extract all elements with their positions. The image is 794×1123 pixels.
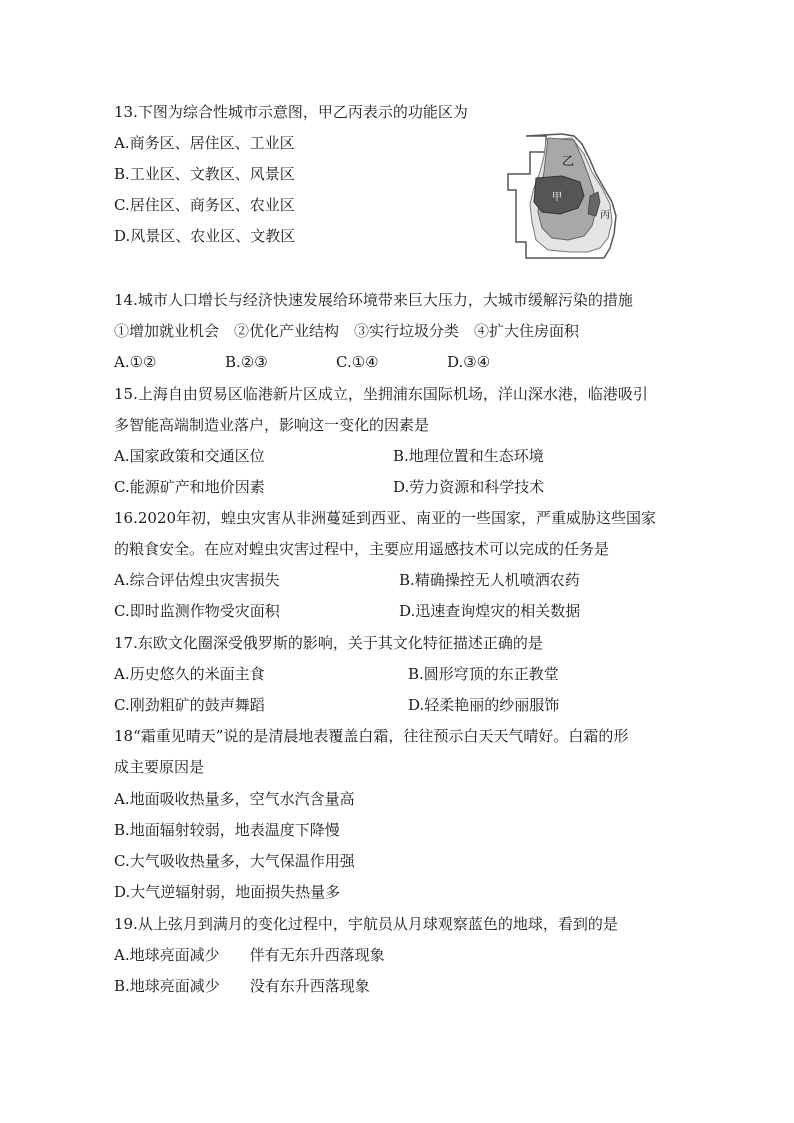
q18-option-d: D.大气逆辐射弱，地面损失热量多 bbox=[114, 883, 341, 901]
label-bing: 丙 bbox=[600, 210, 610, 221]
q16-option-d: D.迅速查询煌灾的相关数据 bbox=[399, 602, 581, 620]
q13-option-d: D.风景区、农业区、文教区 bbox=[114, 227, 296, 245]
q15-option-b: B.地理位置和生态环境 bbox=[393, 447, 544, 465]
city-functional-zone-map bbox=[500, 130, 620, 262]
q13-option-c: C.居住区、商务区、农业区 bbox=[114, 196, 295, 214]
q19-stem: 19.从上弦月到满月的变化过程中，宇航员从月球观察蓝色的地球，看到的是 bbox=[114, 915, 618, 933]
q16-option-a: A.综合评估煌虫灾害损失 bbox=[114, 571, 280, 589]
q18-stem-line2: 成主要原因是 bbox=[114, 758, 205, 776]
q16-stem-line2: 的粮食安全。在应对蝗虫灾害过程中，主要应用遥感技术可以完成的任务是 bbox=[114, 540, 610, 558]
q14-option-b: B.②③ bbox=[225, 353, 268, 371]
q18-stem-line1: 18“霜重见晴天”说的是清晨地表覆盖白霜，往往预示白天天气晴好。白霜的形 bbox=[114, 727, 629, 745]
q18-option-b: B.地面辐射较弱，地表温度下降慢 bbox=[114, 821, 340, 839]
q17-option-d: D.轻柔艳丽的纱丽服饰 bbox=[408, 696, 560, 714]
q17-option-a: A.历史悠久的米面主食 bbox=[114, 665, 265, 683]
q15-option-a: A.国家政策和交通区位 bbox=[114, 447, 265, 465]
q14-option-d: D.③④ bbox=[447, 353, 491, 371]
q14-option-a: A.①② bbox=[114, 353, 157, 371]
q14-option-c: C.①④ bbox=[336, 353, 379, 371]
q13-option-b: B.工业区、文教区、风景区 bbox=[114, 165, 295, 183]
q15-stem-line1: 15.上海自由贸易区临港新片区成立，坐拥浦东国际机场，洋山深水港，临港吸引 bbox=[114, 385, 648, 403]
q18-option-a: A.地面吸收热量多，空气水汽含量高 bbox=[114, 790, 355, 808]
q15-option-d: D.劳力资源和科学技术 bbox=[393, 478, 545, 496]
q19-option-a: A.地球亮面减少 伴有无东升西落现象 bbox=[114, 946, 385, 964]
q16-option-c: C.即时监测作物受灾面积 bbox=[114, 602, 280, 620]
q13-option-a: A.商务区、居住区、工业区 bbox=[114, 134, 295, 152]
q15-option-c: C.能源矿产和地价因素 bbox=[114, 478, 265, 496]
label-jia: 甲 bbox=[552, 192, 562, 203]
q14-stem: 14.城市人口增长与经济快速发展给环境带来巨大压力，大城市缓解污染的措施 bbox=[114, 291, 633, 309]
q16-stem-line1: 16.2020年初，蝗虫灾害从非洲蔓延到西亚、南亚的一些国家，严重威胁这些国家 bbox=[114, 509, 657, 527]
q18-option-c: C.大气吸收热量多，大气保温作用强 bbox=[114, 852, 355, 870]
q13-stem: 13.下图为综合性城市示意图，甲乙丙表示的功能区为 bbox=[114, 103, 468, 121]
q15-stem-line2: 多智能高端制造业落户，影响这一变化的因素是 bbox=[114, 416, 430, 434]
q17-option-c: C.刚劲粗矿的鼓声舞蹈 bbox=[114, 696, 265, 714]
q14-choices: ①增加就业机会 ②优化产业结构 ③实行垃圾分类 ④扩大住房面积 bbox=[114, 322, 580, 340]
q17-stem: 17.东欧文化圈深受俄罗斯的影响，关于其文化特征描述正确的是 bbox=[114, 634, 543, 652]
q19-option-b: B.地球亮面减少 没有东升西落现象 bbox=[114, 977, 370, 995]
q17-option-b: B.圆形穹顶的东正教堂 bbox=[408, 665, 559, 683]
q16-option-b: B.精确操控无人机喷洒农药 bbox=[399, 571, 580, 589]
label-yi: 乙 bbox=[562, 154, 575, 168]
